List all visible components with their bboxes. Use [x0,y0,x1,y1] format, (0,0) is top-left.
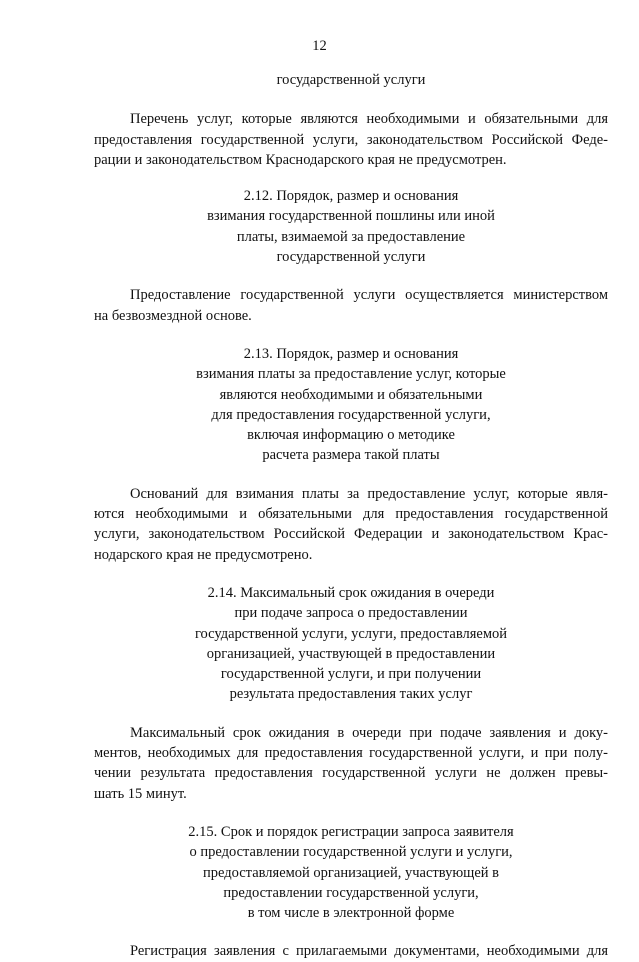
section-heading-2-15 [94,822,608,923]
page-number: 12 [312,38,327,54]
heading-line: 2.15. Срок и порядок регистрации запроса заявителя [188,823,514,840]
document-body [94,70,608,962]
heading-line: для предоставления государственной услуги, [211,406,491,423]
section-heading-2-14 [94,583,608,705]
heading-line: при подаче запроса о предоставлении [234,605,468,622]
paragraph-line: Максимальный срок ожидания в очереди при подаче заявления и доку- [130,724,608,741]
paragraph-max-wait-time [94,723,608,804]
heading-line: взимания платы за предоставление услуг, которые [196,366,506,383]
heading-line: включая информацию о методике [247,427,455,444]
paragraph-line: Перечень услуг, которые являются необходимыми и обязательными для [130,111,608,128]
heading-line: предоставлении государственной услуги, [223,884,479,901]
heading-line: государственной услуги [276,249,426,266]
heading-line: организацией, участвующей в предоставлении [206,645,496,662]
paragraph-no-fee-grounds [94,484,608,565]
heading-line: 2.14. Максимальный срок ожидания в очереди [207,584,495,601]
paragraph-line: Предоставление государственной услуги осуществляется министерством [130,287,608,304]
paragraph-line: Регистрация заявления с прилагаемыми документами, необходимыми для [130,943,608,960]
paragraph-line: на безвозмездной основе. [94,307,252,324]
paragraph-line: Оснований для взимания платы за предоставление услуг, которые явля- [130,485,608,502]
section-heading-continuation: государственной услуги [276,72,426,88]
heading-line: 2.12. Порядок, размер и основания [243,188,459,205]
section-heading-2-12 [94,186,608,267]
paragraph-line: рации и законодательством Краснодарского края не предусмотрен. [94,151,507,168]
paragraph-line: нодарского края не предусмотрено. [94,546,313,563]
paragraph-line: чении результата предоставления государственной услуги не должен превы- [94,765,608,782]
heading-line: 2.13. Порядок, размер и основания [243,345,459,362]
heading-line: предоставляемой организацией, участвующей в [203,864,499,881]
section-heading-2-13 [94,344,608,466]
paragraph-line: ментов, необходимых для предоставления государственной услуги, и при полу- [94,745,608,762]
heading-line: государственной услуги, услуги, предоставляемой [194,625,508,642]
heading-line: являются необходимыми и обязательными [219,386,483,403]
paragraph-registration [94,941,608,961]
paragraph-line: ются необходимыми и обязательными для предоставления государственной [94,506,608,523]
paragraph-line: услуги, законодательством Российской Федерации и законодательством Крас- [94,526,608,543]
heading-line: взимания государственной пошлины или иной [207,208,495,225]
paragraph-services-list [94,109,608,170]
heading-line: в том числе в электронной форме [247,905,455,922]
heading-line: государственной услуги, и при получении [220,666,482,683]
heading-line: платы, взимаемой за предоставление [236,228,466,245]
heading-line: о предоставлении государственной услуги и услуги, [189,844,513,861]
heading-line: расчета размера такой платы [262,447,440,464]
paragraph-free-of-charge [94,285,608,326]
paragraph-line: шать 15 минут. [94,785,187,802]
heading-line: результата предоставления таких услуг [229,686,473,703]
paragraph-line: предоставления государственной услуги, законодательством Российской Феде- [94,131,608,148]
